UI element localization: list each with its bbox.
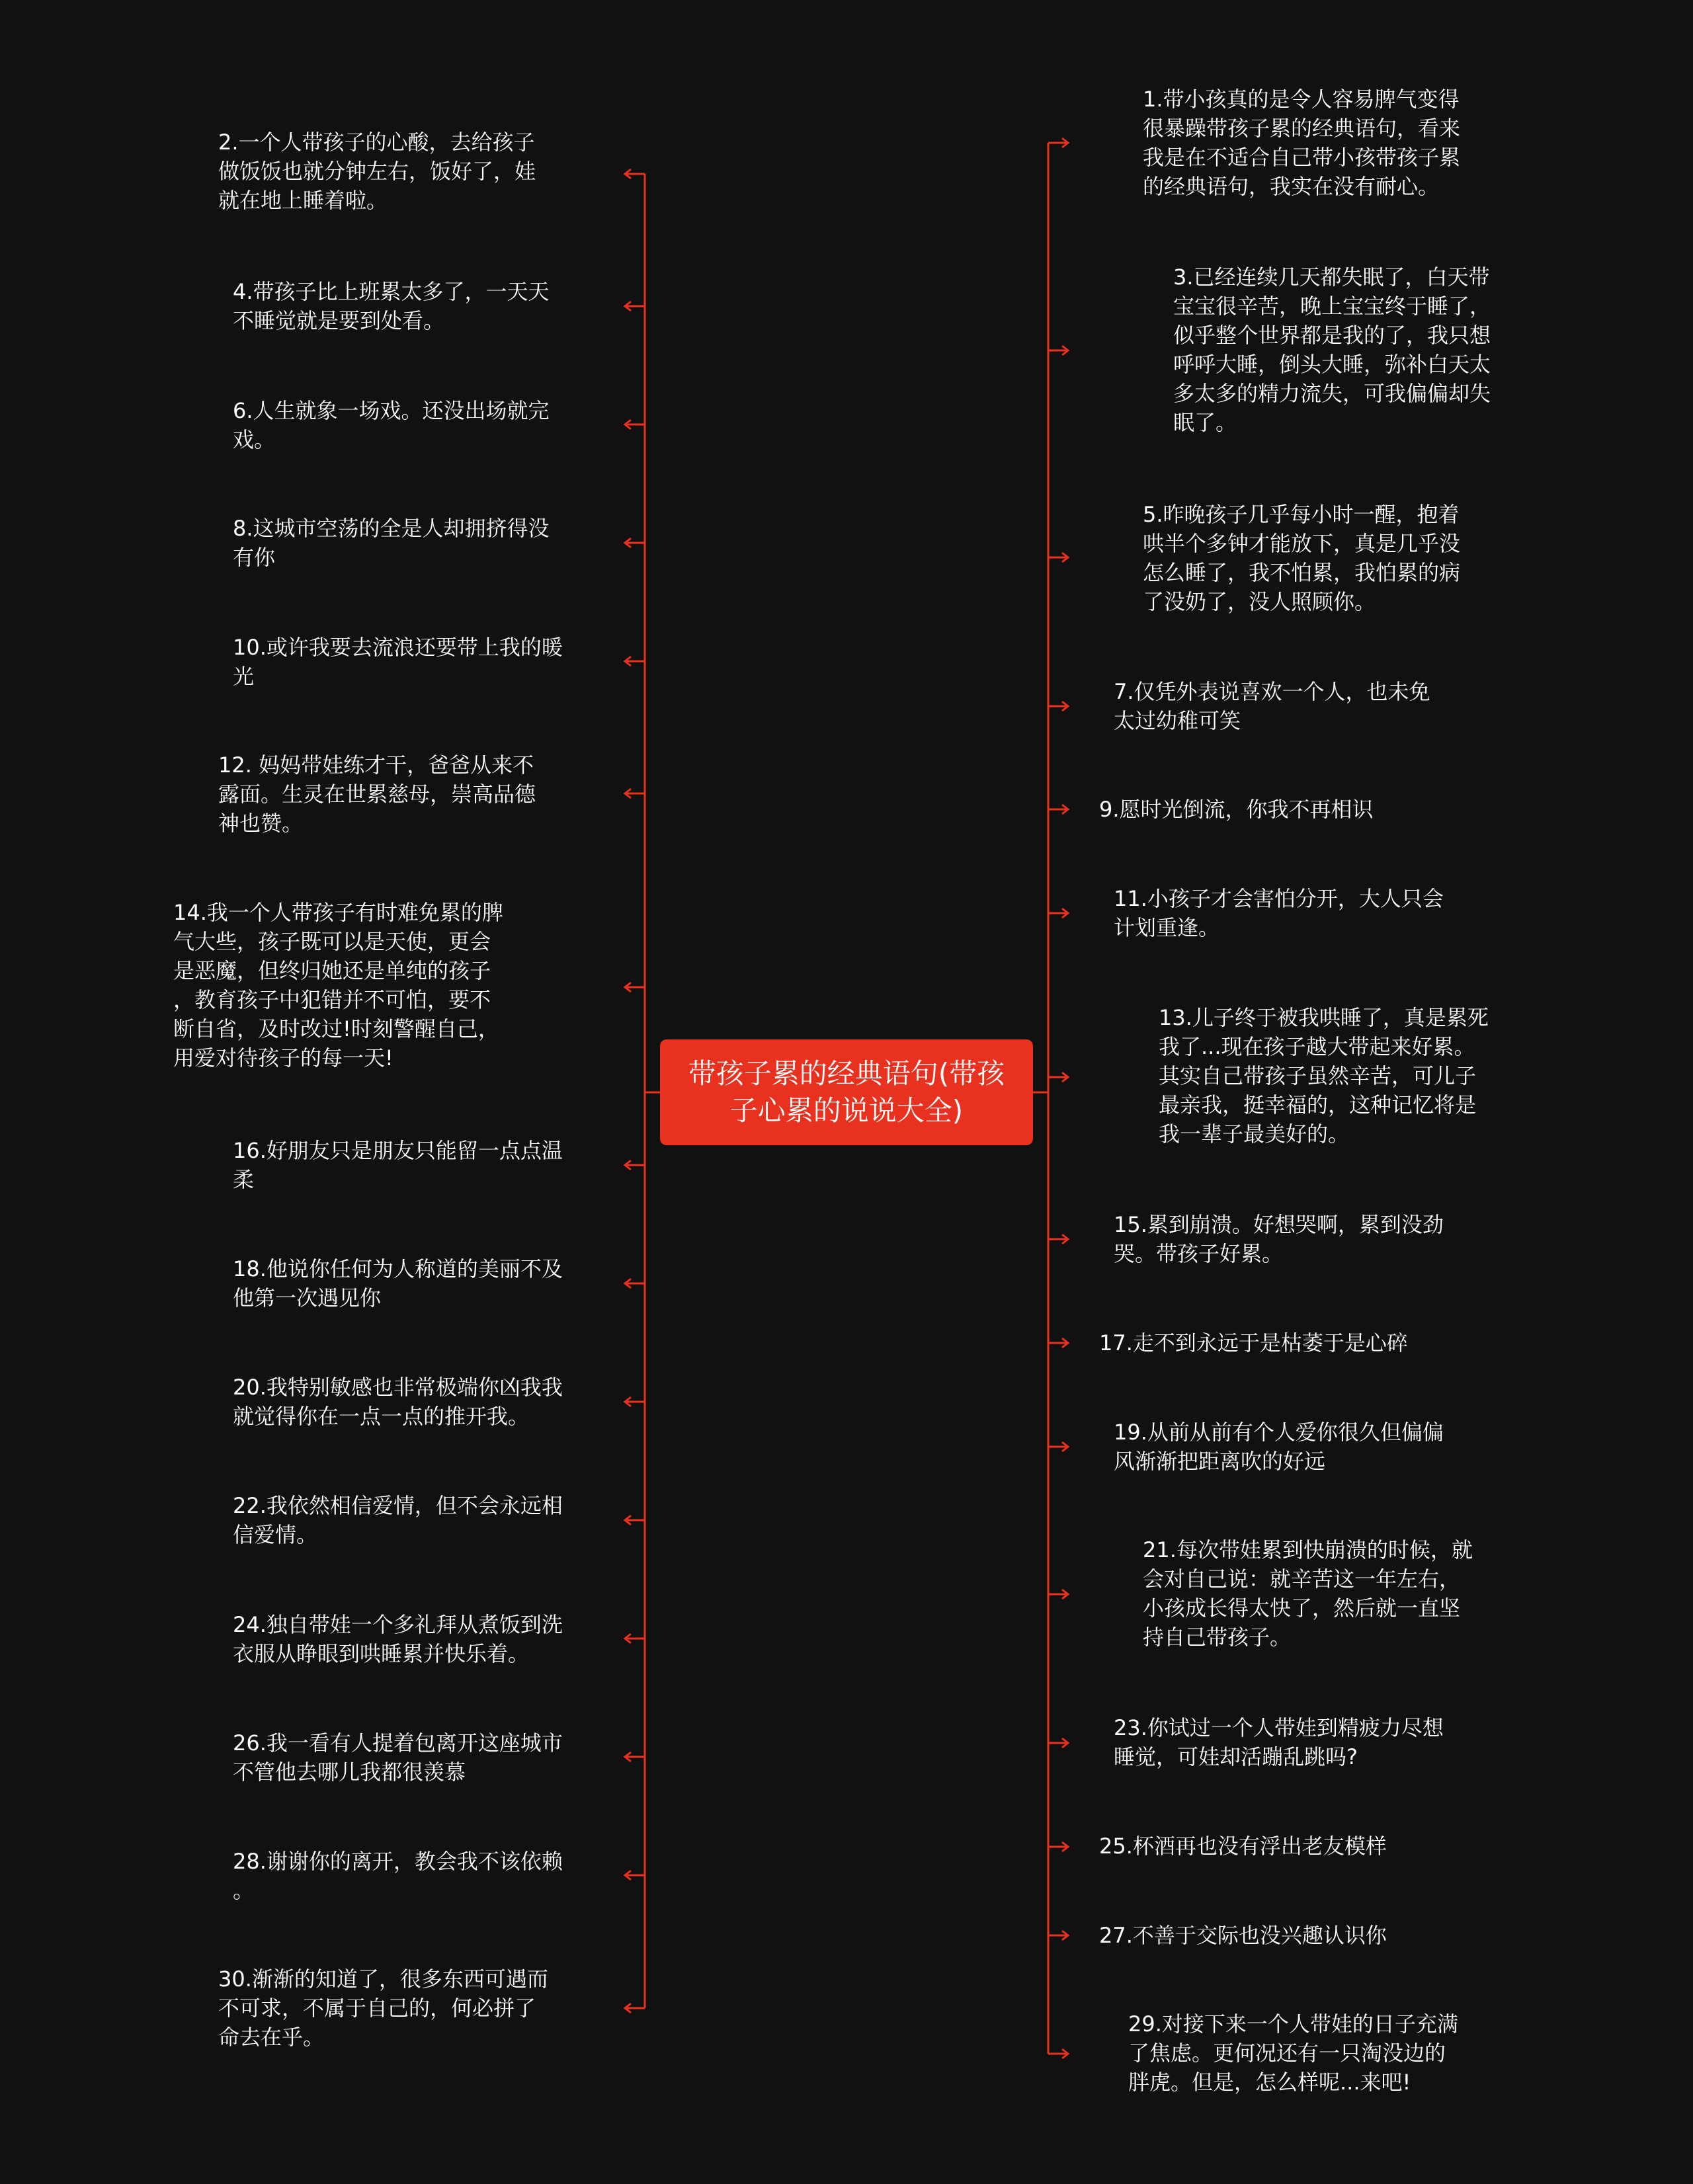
right-topic[interactable]: 13.儿子终于被我哄睡了，真是累死 我了...现在孩子越大带起来好累。 其实自己带孩子虽然辛苦，可儿子 最亲我，挺幸福的，这种记忆将是 我一辈子最美好的。: [1159, 1005, 1489, 1147]
left-topic[interactable]: 24.独自带娃一个多礼拜从煮饭到洗 衣服从睁眼到哄睡累并快乐着。: [233, 1612, 563, 1666]
left-topic[interactable]: 14.我一个人带孩子有时难免累的脾 气大些，孩子既可以是天使，更会 是恶魔，但终归她还是单纯的孩子 ，教育孩子中犯错并不可怕，要不 断自省，及时改过!时刻警醒自己， 用爱对待孩子的每一天!: [173, 900, 503, 1071]
right-topic[interactable]: 11.小孩子才会害怕分开，大人只会 计划重逢。: [1114, 886, 1444, 940]
right-topic[interactable]: 23.你试过一个人带娃到精疲力尽想 睡觉，可娃却活蹦乱跳吗?: [1114, 1715, 1444, 1769]
right-topic[interactable]: 5.昨晚孩子几乎每小时一醒，抱着 哄半个多钟才能放下，真是几乎没 怎么睡了，我不怕累，我怕累的病 了没奶了，没人照顾你。: [1143, 502, 1461, 614]
left-topic[interactable]: 22.我依然相信爱情，但不会永远相 信爱情。: [233, 1493, 563, 1547]
left-topic[interactable]: 26.我一看有人提着包离开这座城市 不管他去哪儿我都很羡慕: [233, 1730, 563, 1785]
left-topic[interactable]: 16.好朋友只是朋友只能留一点点温 柔: [233, 1138, 563, 1192]
right-topic[interactable]: 17.走不到永远于是枯萎于是心碎: [1099, 1330, 1408, 1355]
left-topic[interactable]: 18.他说你任何为人称道的美丽不及 他第一次遇见你: [233, 1256, 563, 1311]
left-topic[interactable]: 8.这城市空荡的全是人却拥挤得没 有你: [233, 516, 550, 570]
right-topic[interactable]: 15.累到崩溃。好想哭啊，累到没劲 哭。带孩子好累。: [1114, 1212, 1444, 1266]
central-topic[interactable]: 带孩子累的经典语句(带孩 子心累的说说大全): [660, 1039, 1033, 1145]
right-topic[interactable]: 25.杯酒再也没有浮出老友模样: [1099, 1834, 1387, 1859]
left-topic[interactable]: 10.或许我要去流浪还要带上我的暖 光: [233, 635, 563, 689]
left-topic[interactable]: 20.我特别敏感也非常极端你凶我我 就觉得你在一点一点的推开我。: [233, 1375, 563, 1429]
left-topic[interactable]: 6.人生就象一场戏。还没出场就完 戏。: [233, 398, 550, 452]
right-topic[interactable]: 21.每次带娃累到快崩溃的时候，就 会对自己说：就辛苦这一年左右， 小孩成长得太快了，然后就一直坚 持自己带孩子。: [1143, 1537, 1473, 1650]
right-topic[interactable]: 29.对接下来一个人带娃的日子充满 了焦虑。更何况还有一只淘没边的 胖虎。但是，怎么样呢...来吧!: [1128, 2011, 1458, 2095]
right-topic[interactable]: 19.从前从前有个人爱你很久但偏偏 风渐渐把距离吹的好远: [1114, 1420, 1444, 1474]
left-topic[interactable]: 2.一个人带孩子的心酸，去给孩子 做饭饭也就分钟左右，饭好了，娃 就在地上睡着啦。: [218, 130, 536, 213]
left-topic[interactable]: 28.谢谢你的离开，教会我不该依赖 。: [233, 1849, 563, 1903]
left-topic[interactable]: 30.渐渐的知道了，很多东西可遇而 不可求，不属于自己的，何必拼了 命去在乎。: [218, 1966, 548, 2050]
left-topic[interactable]: 12. 妈妈带娃练才干，爸爸从来不 露面。生灵在世累慈母，崇高品德 神也赞。: [218, 752, 536, 836]
left-topic[interactable]: 4.带孩子比上班累太多了，一天天 不睡觉就是要到处看。: [233, 279, 550, 333]
right-topic[interactable]: 3.已经连续几天都失眠了，白天带 宝宝很辛苦，晚上宝宝终于睡了， 似乎整个世界都是我的了，我只想 呼呼大睡，倒头大睡，弥补白天太 多太多的精力流失，可我偏偏却失 眠了。: [1173, 264, 1491, 435]
right-topic[interactable]: 7.仅凭外表说喜欢一个人，也未免 太过幼稚可笑: [1114, 679, 1430, 733]
right-topic[interactable]: 27.不善于交际也没兴趣认识你: [1099, 1923, 1387, 1948]
right-topic[interactable]: 9.愿时光倒流，你我不再相识: [1099, 797, 1374, 822]
right-topic[interactable]: 1.带小孩真的是令人容易脾气变得 很暴躁带孩子累的经典语句，看来 我是在不适合自己带小孩带孩子累 的经典语句，我实在没有耐心。: [1143, 87, 1461, 199]
